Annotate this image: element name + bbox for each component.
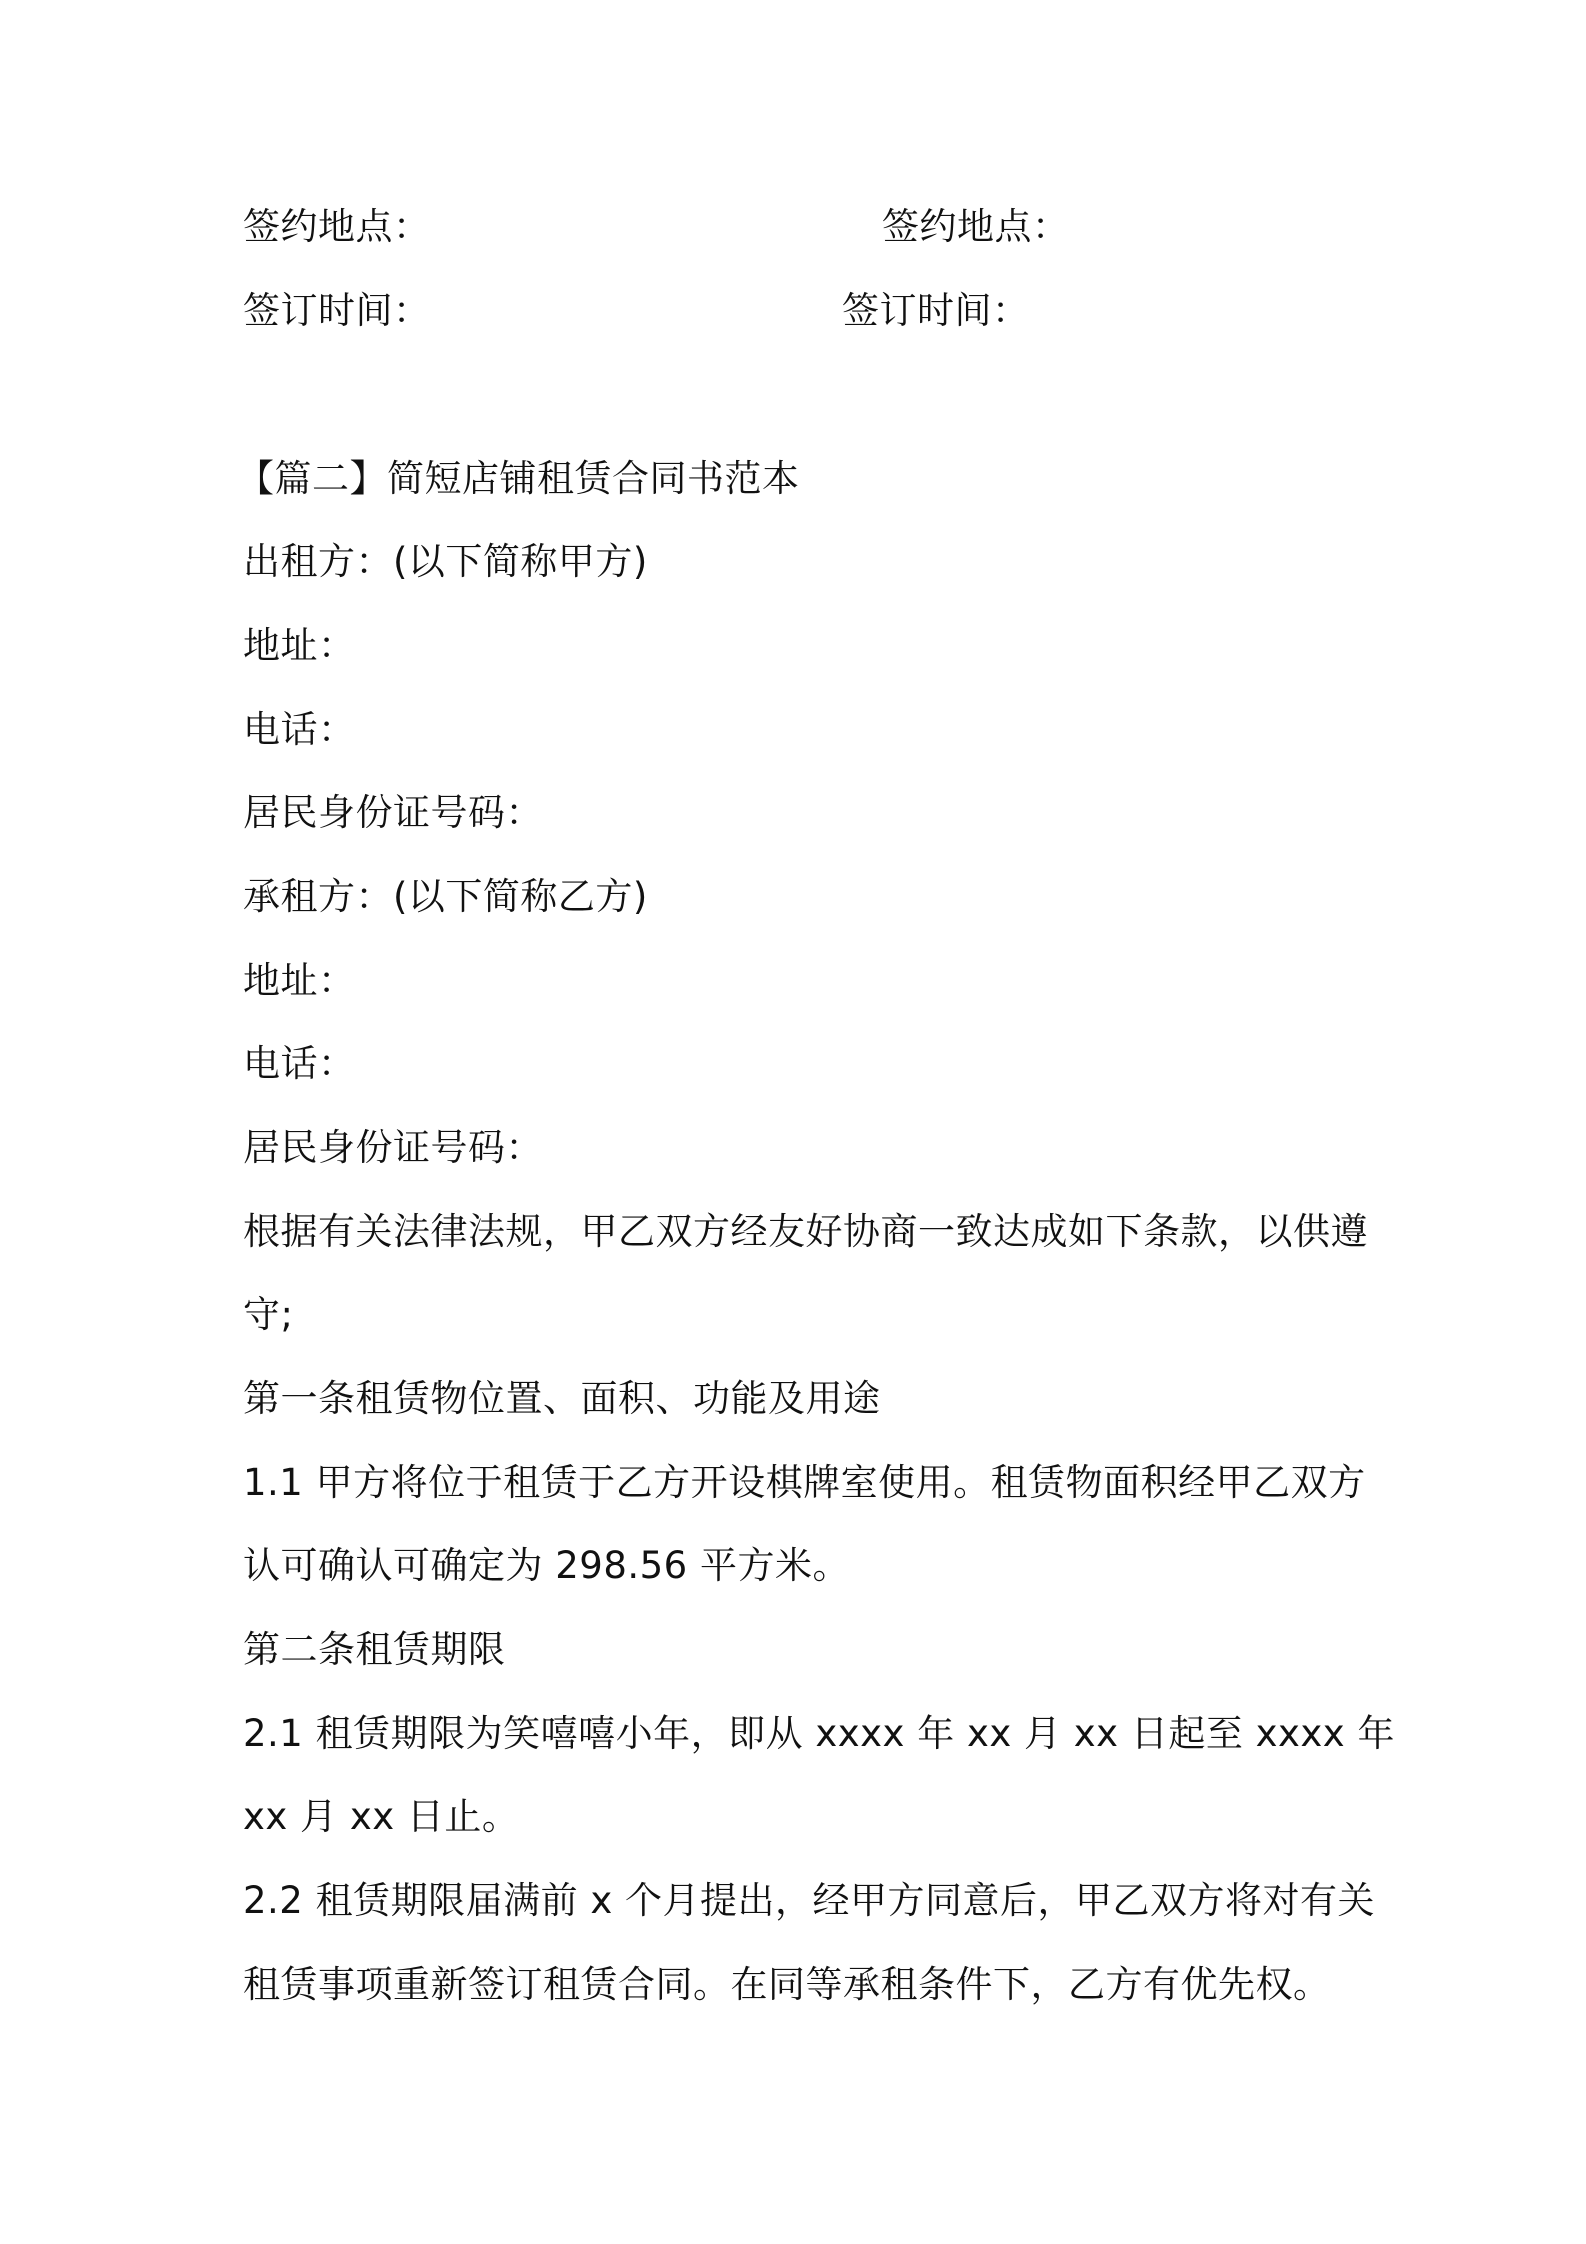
signing-time-left: 签订时间：: [243, 289, 431, 332]
signing-place-right: 签约地点：: [882, 205, 1070, 248]
article1-title: 第一条租赁物位置、面积、功能及用途: [243, 1377, 881, 1420]
lessor-id: 居民身份证号码：: [243, 791, 543, 834]
lessor-line: 出租方：(以下简称甲方): [243, 540, 648, 583]
article2-1-line2: xx 月 xx 日止。: [243, 1795, 520, 1838]
signing-time-right: 签订时间：: [842, 289, 1030, 332]
article1-1-line1: 1.1 甲方将位于租赁于乙方开设棋牌室使用。租赁物面积经甲乙双方: [243, 1461, 1366, 1504]
article2-2-line1: 2.2 租赁期限届满前 x 个月提出，经甲方同意后，甲乙双方将对有关: [243, 1879, 1376, 1922]
lessee-phone: 电话：: [243, 1042, 356, 1085]
lessee-line: 承租方：(以下简称乙方): [243, 875, 648, 918]
article2-title: 第二条租赁期限: [243, 1628, 506, 1671]
signing-place-left: 签约地点：: [243, 205, 431, 248]
lessor-phone: 电话：: [243, 708, 356, 751]
article2-1-line1: 2.1 租赁期限为笑嘻嘻小年，即从 xxxx 年 xx 月 xx 日起至 xxxx 年: [243, 1712, 1395, 1755]
article1-1-line2: 认可确认可确定为 298.56 平方米。: [243, 1544, 850, 1587]
intro-paragraph-line2: 守;: [243, 1293, 294, 1336]
lessee-id: 居民身份证号码：: [243, 1126, 543, 1169]
lessor-address: 地址：: [243, 624, 356, 667]
intro-paragraph-line1: 根据有关法律法规，甲乙双方经友好协商一致达成如下条款，以供遵: [243, 1210, 1368, 1253]
article2-2-line2: 租赁事项重新签订租赁合同。在同等承租条件下，乙方有优先权。: [243, 1963, 1331, 2006]
section-heading: 【篇二】简短店铺租赁合同书范本: [237, 457, 800, 500]
lessee-address: 地址：: [243, 959, 356, 1002]
